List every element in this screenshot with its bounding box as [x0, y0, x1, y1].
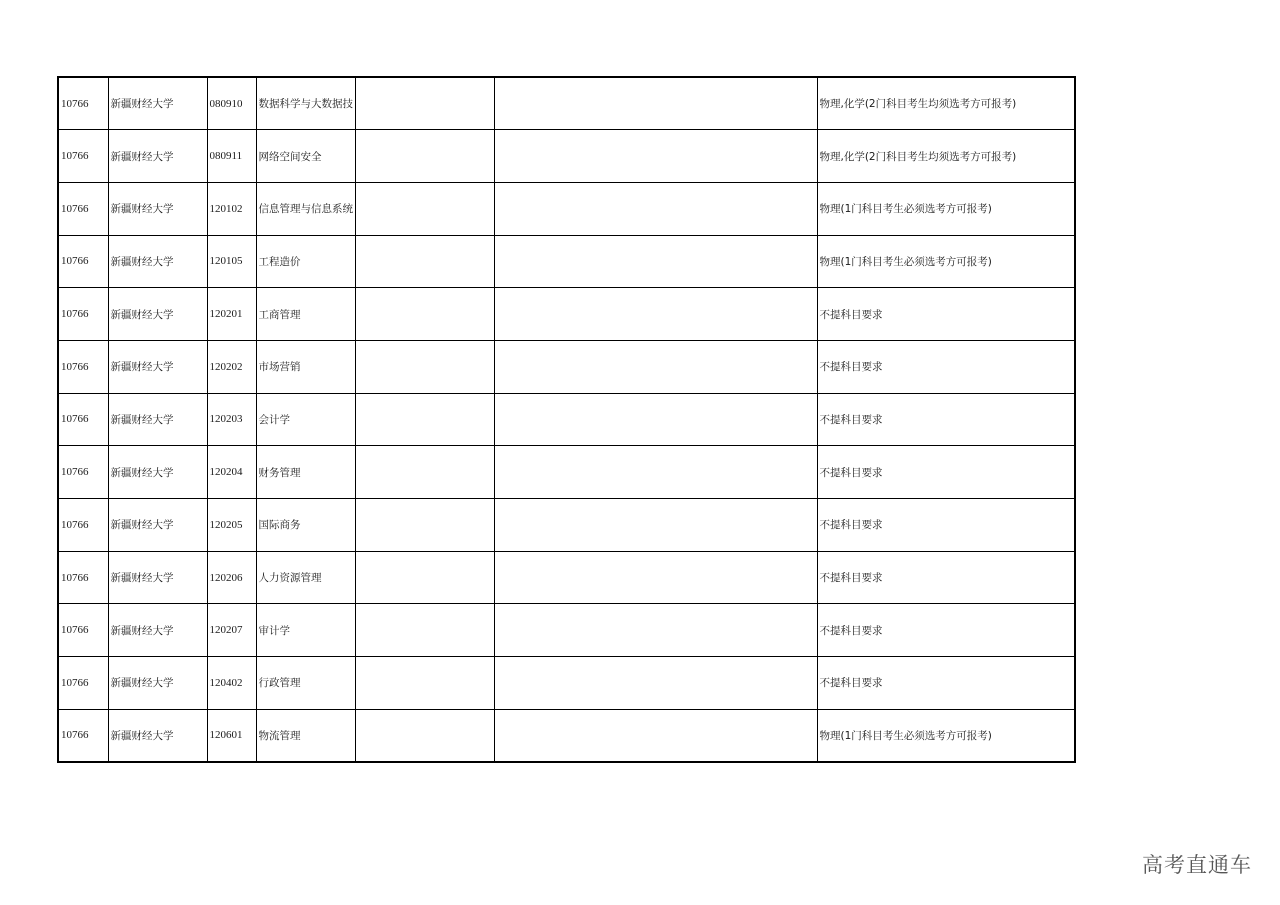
empty-cell-6: [494, 182, 817, 235]
school-name-cell: 新疆财经大学: [108, 446, 207, 499]
table-row: [58, 499, 1075, 552]
subject-requirement-cell: 不提科目要求: [817, 393, 1075, 446]
major-name-cell: 行政管理: [256, 657, 355, 710]
school-code-cell: 10766: [58, 235, 108, 288]
subject-requirement-cell: 物理(1门科目考生必须选考方可报考): [817, 235, 1075, 288]
school-code-cell: 10766: [58, 446, 108, 499]
table-row: [58, 709, 1075, 762]
empty-cell-5: [355, 340, 494, 393]
table-row: [58, 657, 1075, 710]
table-row: [58, 182, 1075, 235]
school-code-cell: 10766: [58, 604, 108, 657]
school-code-cell: 10766: [58, 77, 108, 130]
major-name-cell: 信息管理与信息系统: [256, 182, 355, 235]
school-name-cell: 新疆财经大学: [108, 657, 207, 710]
subject-requirement-cell: 物理,化学(2门科目考生均须选考方可报考): [817, 77, 1075, 130]
table-row: [58, 446, 1075, 499]
school-code-cell: 10766: [58, 657, 108, 710]
major-name-cell: 财务管理: [256, 446, 355, 499]
major-name-cell: 物流管理: [256, 709, 355, 762]
school-code-cell: 10766: [58, 182, 108, 235]
school-code-cell: 10766: [58, 551, 108, 604]
major-name-cell: 审计学: [256, 604, 355, 657]
empty-cell-6: [494, 393, 817, 446]
table-row: [58, 288, 1075, 341]
empty-cell-5: [355, 709, 494, 762]
table-row: [58, 340, 1075, 393]
major-code-cell: 120207: [207, 604, 256, 657]
school-code-cell: 10766: [58, 340, 108, 393]
school-name-cell: 新疆财经大学: [108, 235, 207, 288]
major-name-cell: 市场营销: [256, 340, 355, 393]
major-name-cell: 工商管理: [256, 288, 355, 341]
school-code-cell: 10766: [58, 393, 108, 446]
empty-cell-6: [494, 446, 817, 499]
subject-requirement-cell: 不提科目要求: [817, 288, 1075, 341]
school-name-cell: 新疆财经大学: [108, 393, 207, 446]
subject-requirement-cell: 不提科目要求: [817, 499, 1075, 552]
table-row: [58, 77, 1075, 130]
major-name-cell: 网络空间安全: [256, 130, 355, 183]
empty-cell-5: [355, 499, 494, 552]
table-row: [58, 130, 1075, 183]
major-name-cell: 工程造价: [256, 235, 355, 288]
empty-cell-6: [494, 130, 817, 183]
school-name-cell: 新疆财经大学: [108, 182, 207, 235]
major-name-cell: 人力资源管理: [256, 551, 355, 604]
empty-cell-5: [355, 288, 494, 341]
subject-requirement-cell: 物理(1门科目考生必须选考方可报考): [817, 182, 1075, 235]
empty-cell-6: [494, 551, 817, 604]
empty-cell-6: [494, 288, 817, 341]
empty-cell-5: [355, 130, 494, 183]
subject-requirement-cell: 不提科目要求: [817, 657, 1075, 710]
major-code-cell: 120402: [207, 657, 256, 710]
empty-cell-6: [494, 604, 817, 657]
major-code-cell: 120105: [207, 235, 256, 288]
empty-cell-5: [355, 393, 494, 446]
subject-requirement-cell: 不提科目要求: [817, 446, 1075, 499]
empty-cell-6: [494, 709, 817, 762]
subject-requirement-cell: 不提科目要求: [817, 604, 1075, 657]
table-row: [58, 393, 1075, 446]
empty-cell-5: [355, 77, 494, 130]
major-code-cell: 120203: [207, 393, 256, 446]
school-code-cell: 10766: [58, 130, 108, 183]
school-name-cell: 新疆财经大学: [108, 340, 207, 393]
school-name-cell: 新疆财经大学: [108, 604, 207, 657]
major-code-cell: 120204: [207, 446, 256, 499]
major-code-cell: 120201: [207, 288, 256, 341]
empty-cell-5: [355, 182, 494, 235]
major-code-cell: 080910: [207, 77, 256, 130]
table-body: [58, 77, 1075, 762]
watermark-text: 高考直通车: [1142, 853, 1252, 877]
table-row: [58, 604, 1075, 657]
empty-cell-6: [494, 340, 817, 393]
subject-requirement-cell: 不提科目要求: [817, 551, 1075, 604]
subject-requirement-cell: 物理,化学(2门科目考生均须选考方可报考): [817, 130, 1075, 183]
school-name-cell: 新疆财经大学: [108, 77, 207, 130]
school-name-cell: 新疆财经大学: [108, 551, 207, 604]
empty-cell-5: [355, 657, 494, 710]
empty-cell-5: [355, 446, 494, 499]
subject-requirement-cell: 物理(1门科目考生必须选考方可报考): [817, 709, 1075, 762]
major-code-cell: 120202: [207, 340, 256, 393]
subject-requirement-cell: 不提科目要求: [817, 340, 1075, 393]
major-code-cell: 120206: [207, 551, 256, 604]
table-row: [58, 235, 1075, 288]
major-name-cell: 数据科学与大数据技: [256, 77, 355, 130]
school-code-cell: 10766: [58, 709, 108, 762]
major-name-cell: 会计学: [256, 393, 355, 446]
school-name-cell: 新疆财经大学: [108, 288, 207, 341]
major-name-cell: 国际商务: [256, 499, 355, 552]
school-name-cell: 新疆财经大学: [108, 499, 207, 552]
empty-cell-6: [494, 499, 817, 552]
empty-cell-6: [494, 77, 817, 130]
major-code-cell: 120601: [207, 709, 256, 762]
school-code-cell: 10766: [58, 288, 108, 341]
admission-requirements-table: [57, 76, 1076, 763]
school-name-cell: 新疆财经大学: [108, 709, 207, 762]
table-row: [58, 551, 1075, 604]
major-code-cell: 120102: [207, 182, 256, 235]
major-code-cell: 120205: [207, 499, 256, 552]
empty-cell-6: [494, 657, 817, 710]
empty-cell-5: [355, 604, 494, 657]
empty-cell-5: [355, 551, 494, 604]
empty-cell-6: [494, 235, 817, 288]
school-code-cell: 10766: [58, 499, 108, 552]
empty-cell-5: [355, 235, 494, 288]
major-code-cell: 080911: [207, 130, 256, 183]
school-name-cell: 新疆财经大学: [108, 130, 207, 183]
